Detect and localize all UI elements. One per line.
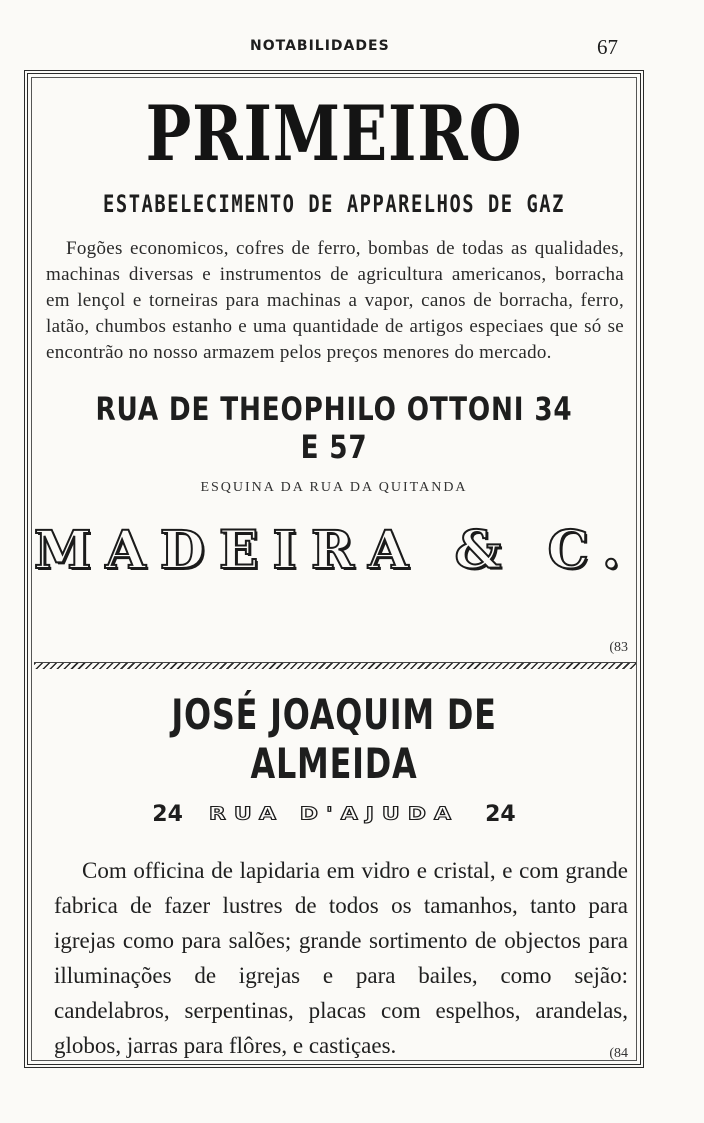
ad-body-text: Fogões economicos, cofres de ferro, bombas de todas as qualidades, machinas diversas e instrumentos de agricultura americanos, borracha em lençol e torneiras para machinas a vapor, canos de borracha, ferro, latão, chumbos estanho e uma quantidade de artigos especiaes que só se encontrão no nosso armazem pelos preços menores do mercado. xyxy=(46,238,624,363)
street-number-left: 24 xyxy=(152,802,183,827)
advertisement-frame xyxy=(24,70,644,1068)
street-address: RUA DE THEOPHILO OTTONI 34 E 57 xyxy=(95,390,573,466)
street-name: RUA D'AJUDA xyxy=(208,804,460,825)
running-title: NOTABILIDADES xyxy=(250,38,390,54)
street-number-right: 24 xyxy=(485,802,516,827)
firm-name: MADEIRA & C. xyxy=(33,520,635,581)
running-head xyxy=(0,34,704,60)
ad-number: (84 xyxy=(609,1046,628,1061)
street-line xyxy=(28,802,640,827)
headline: PRIMEIRO xyxy=(145,89,523,178)
advertisement-lapidary xyxy=(28,668,640,1064)
ad-number: (83 xyxy=(609,640,628,655)
ad-body-text: Com officina de lapidaria em vidro e cristal, e com grande fabrica de fazer lustres de todos os tamanhos, tanto para igrejas como para salões; grande sortimento de objectos para illuminações de igrejas e para bailes, como sejão: candelabros, serpentinas, placas com espelhos, arandelas, globos, jarras para flôres, e castiçaes. xyxy=(54,858,628,1058)
subheadline: ESTABELECIMENTO DE APPARELHOS DE GAZ xyxy=(103,190,565,218)
street-corner: ESQUINA DA RUA DA QUITANDA xyxy=(200,480,468,495)
advertisement-gas-apparatus xyxy=(28,74,640,662)
proprietor-name: JOSÉ JOAQUIM DE ALMEIDA xyxy=(171,690,497,788)
page-number: 67 xyxy=(597,35,618,59)
